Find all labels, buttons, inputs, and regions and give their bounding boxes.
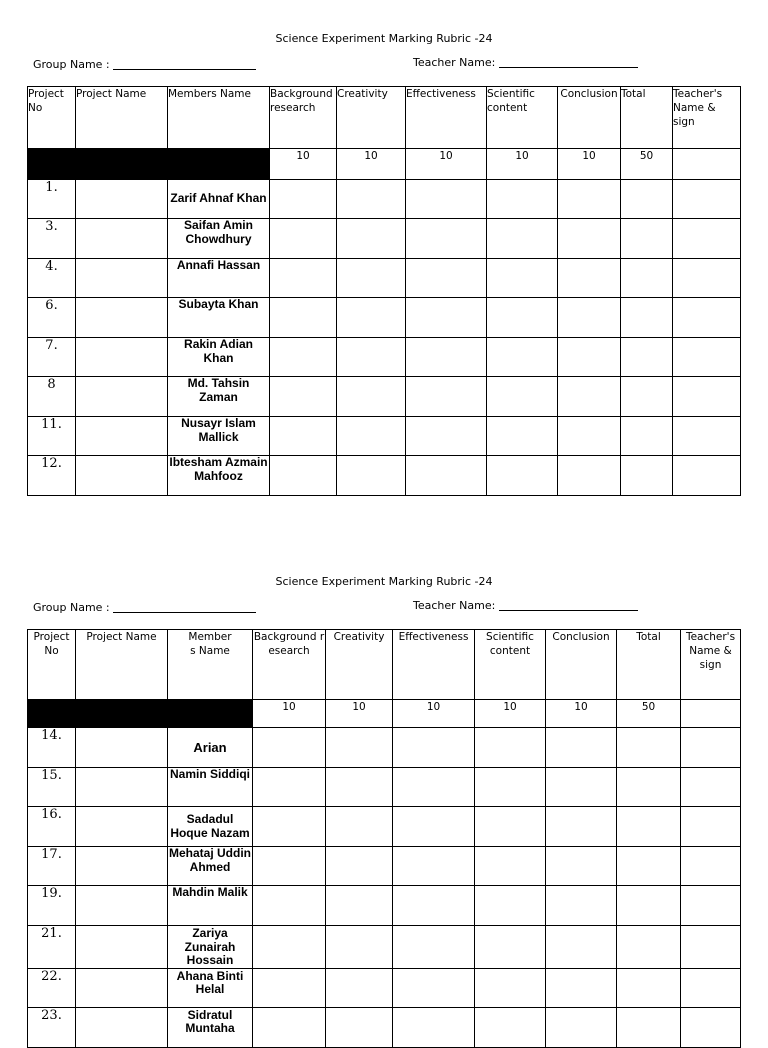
project-name-cell[interactable] bbox=[76, 377, 168, 417]
header-teacher-sign: Teacher's Name & sign bbox=[681, 630, 741, 700]
mark-cell[interactable] bbox=[558, 377, 621, 417]
mark-cell[interactable] bbox=[393, 886, 475, 926]
rubric-table bbox=[27, 629, 741, 1048]
mark-cell[interactable] bbox=[253, 847, 326, 886]
mark-cell[interactable] bbox=[393, 1007, 475, 1047]
teacher-name-line[interactable] bbox=[499, 67, 638, 68]
project-name-cell[interactable] bbox=[76, 926, 168, 969]
member-name: Ibtesham Azmain Mahfooz bbox=[168, 456, 270, 496]
max-mark-effectiveness: 10 bbox=[406, 149, 487, 180]
table-row bbox=[28, 456, 741, 496]
mark-cell[interactable] bbox=[326, 886, 393, 926]
max-mark-scientific: 10 bbox=[487, 149, 558, 180]
project-no: 15. bbox=[28, 768, 76, 807]
group-name-label: Group Name : bbox=[33, 58, 110, 71]
mark-cell[interactable] bbox=[270, 377, 337, 417]
total-cell[interactable] bbox=[621, 377, 673, 417]
mark-cell[interactable] bbox=[337, 259, 406, 298]
project-name-cell[interactable] bbox=[76, 847, 168, 886]
mark-cell[interactable] bbox=[393, 926, 475, 969]
mark-cell[interactable] bbox=[487, 298, 558, 338]
mark-cell[interactable] bbox=[406, 338, 487, 377]
total-cell[interactable] bbox=[621, 338, 673, 377]
total-cell[interactable] bbox=[617, 886, 681, 926]
member-name: Subayta Khan bbox=[168, 298, 270, 338]
sign-cell[interactable] bbox=[681, 807, 741, 847]
table-row bbox=[28, 219, 741, 259]
header-creativity: Creativity bbox=[337, 87, 406, 149]
mark-cell[interactable] bbox=[546, 926, 617, 969]
mark-cell[interactable] bbox=[393, 768, 475, 807]
project-no: 17. bbox=[28, 847, 76, 886]
mark-cell[interactable] bbox=[253, 886, 326, 926]
max-mark-conclusion: 10 bbox=[546, 700, 617, 728]
max-mark-creativity: 10 bbox=[326, 700, 393, 728]
project-name-cell[interactable] bbox=[76, 180, 168, 219]
mark-cell[interactable] bbox=[475, 968, 546, 1007]
member-name: Mahdin Malik bbox=[168, 886, 253, 926]
member-name: Rakin Adian Khan bbox=[168, 338, 270, 377]
sign-cell[interactable] bbox=[673, 298, 741, 338]
max-mark-teacher bbox=[681, 700, 741, 728]
mark-cell[interactable] bbox=[546, 886, 617, 926]
mark-cell[interactable] bbox=[253, 768, 326, 807]
total-cell[interactable] bbox=[617, 847, 681, 886]
mark-cell[interactable] bbox=[326, 807, 393, 847]
header-conclusion: Conclusion bbox=[546, 630, 617, 700]
mark-cell[interactable] bbox=[487, 377, 558, 417]
header-total: Total bbox=[617, 630, 681, 700]
mark-cell[interactable] bbox=[487, 259, 558, 298]
header-project-name: Project Name bbox=[76, 87, 168, 149]
header-row bbox=[28, 87, 741, 149]
member-name: Ahana Binti Helal bbox=[168, 968, 253, 1007]
project-no: 22. bbox=[28, 968, 76, 1007]
sign-cell[interactable] bbox=[681, 886, 741, 926]
project-no: 1. bbox=[28, 180, 76, 219]
teacher-name-label: Teacher Name: bbox=[413, 56, 496, 69]
project-name-cell[interactable] bbox=[76, 417, 168, 456]
total-cell[interactable] bbox=[617, 807, 681, 847]
table-row bbox=[28, 926, 741, 969]
member-name: Sadadul Hoque Nazam bbox=[168, 807, 253, 847]
table-row bbox=[28, 968, 741, 1007]
mark-cell[interactable] bbox=[558, 456, 621, 496]
project-name-cell[interactable] bbox=[76, 768, 168, 807]
sign-cell[interactable] bbox=[681, 768, 741, 807]
sign-cell[interactable] bbox=[681, 1007, 741, 1047]
project-name-cell[interactable] bbox=[76, 219, 168, 259]
mark-cell[interactable] bbox=[326, 968, 393, 1007]
project-name-cell[interactable] bbox=[76, 886, 168, 926]
mark-cell[interactable] bbox=[406, 298, 487, 338]
header-row bbox=[28, 630, 741, 700]
mark-cell[interactable] bbox=[475, 768, 546, 807]
mark-cell[interactable] bbox=[270, 298, 337, 338]
total-cell[interactable] bbox=[621, 417, 673, 456]
table-row bbox=[28, 377, 741, 417]
total-cell[interactable] bbox=[621, 298, 673, 338]
project-name-cell[interactable] bbox=[76, 1007, 168, 1047]
rubric-title: Science Experiment Marking Rubric -24 bbox=[275, 575, 493, 588]
mark-cell[interactable] bbox=[475, 807, 546, 847]
project-name-cell[interactable] bbox=[76, 807, 168, 847]
blacked-out-cell bbox=[28, 700, 253, 728]
mark-cell[interactable] bbox=[487, 456, 558, 496]
total-cell[interactable] bbox=[621, 180, 673, 219]
max-mark-scientific: 10 bbox=[475, 700, 546, 728]
mark-cell[interactable] bbox=[406, 259, 487, 298]
project-no: 7. bbox=[28, 338, 76, 377]
mark-cell[interactable] bbox=[393, 968, 475, 1007]
mark-cell[interactable] bbox=[558, 259, 621, 298]
member-name: Zariya Zunairah Hossain bbox=[168, 926, 253, 969]
mark-cell[interactable] bbox=[475, 1007, 546, 1047]
mark-cell[interactable] bbox=[253, 728, 326, 768]
header-conclusion: Conclusion bbox=[558, 87, 621, 149]
member-name: Saifan Amin Chowdhury bbox=[168, 219, 270, 259]
header-scientific-content: Scientific content bbox=[475, 630, 546, 700]
mark-cell[interactable] bbox=[487, 417, 558, 456]
header-scientific-content: Scientific content bbox=[487, 87, 558, 149]
total-cell[interactable] bbox=[617, 768, 681, 807]
mark-cell[interactable] bbox=[487, 338, 558, 377]
max-mark-creativity: 10 bbox=[337, 149, 406, 180]
project-no: 21. bbox=[28, 926, 76, 969]
project-no: 23. bbox=[28, 1007, 76, 1047]
table-row bbox=[28, 807, 741, 847]
header-members-name: Members Name bbox=[168, 87, 270, 149]
project-no: 14. bbox=[28, 728, 76, 768]
table-row bbox=[28, 417, 741, 456]
teacher-name-label: Teacher Name: bbox=[413, 599, 496, 612]
table-row bbox=[28, 180, 741, 219]
max-mark-effectiveness: 10 bbox=[393, 700, 475, 728]
mark-cell[interactable] bbox=[270, 259, 337, 298]
project-name-cell[interactable] bbox=[76, 728, 168, 768]
project-name-cell[interactable] bbox=[76, 456, 168, 496]
mark-cell[interactable] bbox=[406, 417, 487, 456]
project-no: 12. bbox=[28, 456, 76, 496]
total-cell[interactable] bbox=[621, 219, 673, 259]
table-row bbox=[28, 847, 741, 886]
table-row bbox=[28, 1007, 741, 1047]
mark-cell[interactable] bbox=[475, 847, 546, 886]
mark-cell[interactable] bbox=[487, 219, 558, 259]
mark-cell[interactable] bbox=[270, 417, 337, 456]
table-row bbox=[28, 259, 741, 298]
header-project-name: Project Name bbox=[76, 630, 168, 700]
mark-cell[interactable] bbox=[270, 219, 337, 259]
mark-cell[interactable] bbox=[406, 180, 487, 219]
mark-cell[interactable] bbox=[558, 298, 621, 338]
member-name: Md. Tahsin Zaman bbox=[168, 377, 270, 417]
mark-cell[interactable] bbox=[406, 456, 487, 496]
max-mark-conclusion: 10 bbox=[558, 149, 621, 180]
mark-cell[interactable] bbox=[558, 219, 621, 259]
mark-cell[interactable] bbox=[393, 728, 475, 768]
group-name-label: Group Name : bbox=[33, 601, 110, 614]
max-mark-background: 10 bbox=[270, 149, 337, 180]
mark-cell[interactable] bbox=[326, 728, 393, 768]
mark-cell[interactable] bbox=[546, 1007, 617, 1047]
sign-cell[interactable] bbox=[673, 456, 741, 496]
project-no: 6. bbox=[28, 298, 76, 338]
project-no: 8 bbox=[28, 377, 76, 417]
mark-cell[interactable] bbox=[475, 886, 546, 926]
table-row bbox=[28, 886, 741, 926]
mark-cell[interactable] bbox=[406, 377, 487, 417]
header-project-no: Project No bbox=[28, 87, 76, 149]
sign-cell[interactable] bbox=[673, 259, 741, 298]
max-mark-total: 50 bbox=[617, 700, 681, 728]
total-cell[interactable] bbox=[617, 926, 681, 969]
rubric-title: Science Experiment Marking Rubric -24 bbox=[275, 32, 493, 45]
member-name: Mehataj Uddin Ahmed bbox=[168, 847, 253, 886]
table-row bbox=[28, 338, 741, 377]
mark-cell[interactable] bbox=[475, 728, 546, 768]
sign-cell[interactable] bbox=[673, 417, 741, 456]
header-creativity: Creativity bbox=[326, 630, 393, 700]
mark-cell[interactable] bbox=[337, 180, 406, 219]
project-name-cell[interactable] bbox=[76, 338, 168, 377]
mark-cell[interactable] bbox=[475, 926, 546, 969]
header-project-no: Project No bbox=[28, 630, 76, 700]
blacked-out-cell bbox=[28, 149, 270, 180]
mark-cell[interactable] bbox=[337, 377, 406, 417]
group-name-line[interactable] bbox=[113, 69, 256, 70]
header-members-name: Members Name bbox=[168, 630, 253, 700]
mark-cell[interactable] bbox=[558, 338, 621, 377]
mark-cell[interactable] bbox=[326, 847, 393, 886]
project-no: 11. bbox=[28, 417, 76, 456]
mark-cell[interactable] bbox=[546, 968, 617, 1007]
header-effectiveness: Effectiveness bbox=[406, 87, 487, 149]
sign-cell[interactable] bbox=[681, 728, 741, 768]
mark-cell[interactable] bbox=[326, 768, 393, 807]
total-cell[interactable] bbox=[621, 456, 673, 496]
sign-cell[interactable] bbox=[673, 219, 741, 259]
total-cell[interactable] bbox=[617, 1007, 681, 1047]
teacher-name-line[interactable] bbox=[499, 610, 638, 611]
member-name: Namin Siddiqi bbox=[168, 768, 253, 807]
mark-cell[interactable] bbox=[337, 456, 406, 496]
header-total: Total bbox=[621, 87, 673, 149]
max-mark-background: 10 bbox=[253, 700, 326, 728]
member-name: Sidratul Muntaha bbox=[168, 1007, 253, 1047]
project-name-cell[interactable] bbox=[76, 298, 168, 338]
sign-cell[interactable] bbox=[673, 338, 741, 377]
project-no: 19. bbox=[28, 886, 76, 926]
sign-cell[interactable] bbox=[673, 377, 741, 417]
mark-cell[interactable] bbox=[270, 338, 337, 377]
project-name-cell[interactable] bbox=[76, 968, 168, 1007]
sign-cell[interactable] bbox=[673, 180, 741, 219]
header-background-research: Background research bbox=[270, 87, 337, 149]
mark-cell[interactable] bbox=[337, 338, 406, 377]
mark-cell[interactable] bbox=[546, 728, 617, 768]
header-teacher-sign: Teacher's Name & sign bbox=[673, 87, 741, 149]
table-row bbox=[28, 768, 741, 807]
max-mark-teacher bbox=[673, 149, 741, 180]
rubric-table bbox=[27, 86, 741, 496]
mark-cell[interactable] bbox=[337, 298, 406, 338]
mark-cell[interactable] bbox=[253, 968, 326, 1007]
mark-cell[interactable] bbox=[393, 847, 475, 886]
max-marks-row bbox=[28, 149, 741, 180]
mark-cell[interactable] bbox=[270, 456, 337, 496]
mark-cell[interactable] bbox=[546, 768, 617, 807]
sign-cell[interactable] bbox=[681, 847, 741, 886]
member-name: Annafi Hassan bbox=[168, 259, 270, 298]
project-name-cell[interactable] bbox=[76, 259, 168, 298]
mark-cell[interactable] bbox=[253, 807, 326, 847]
mark-cell[interactable] bbox=[326, 1007, 393, 1047]
mark-cell[interactable] bbox=[326, 926, 393, 969]
mark-cell[interactable] bbox=[558, 180, 621, 219]
header-effectiveness: Effectiveness bbox=[393, 630, 475, 700]
max-mark-total: 50 bbox=[621, 149, 673, 180]
max-marks-row bbox=[28, 700, 741, 728]
header-background-research: Background research bbox=[253, 630, 326, 700]
total-cell[interactable] bbox=[621, 259, 673, 298]
sign-cell[interactable] bbox=[681, 968, 741, 1007]
table-row bbox=[28, 298, 741, 338]
mark-cell[interactable] bbox=[337, 219, 406, 259]
mark-cell[interactable] bbox=[270, 180, 337, 219]
group-name-line[interactable] bbox=[113, 612, 256, 613]
mark-cell[interactable] bbox=[337, 417, 406, 456]
member-name: Nusayr Islam Mallick bbox=[168, 417, 270, 456]
project-no: 3. bbox=[28, 219, 76, 259]
mark-cell[interactable] bbox=[546, 807, 617, 847]
mark-cell[interactable] bbox=[393, 807, 475, 847]
mark-cell[interactable] bbox=[487, 180, 558, 219]
mark-cell[interactable] bbox=[558, 417, 621, 456]
mark-cell[interactable] bbox=[253, 926, 326, 969]
mark-cell[interactable] bbox=[406, 219, 487, 259]
project-no: 4. bbox=[28, 259, 76, 298]
member-name: Zarif Ahnaf Khan bbox=[168, 180, 270, 219]
total-cell[interactable] bbox=[617, 728, 681, 768]
sign-cell[interactable] bbox=[681, 926, 741, 969]
mark-cell[interactable] bbox=[253, 1007, 326, 1047]
total-cell[interactable] bbox=[617, 968, 681, 1007]
table-row bbox=[28, 728, 741, 768]
mark-cell[interactable] bbox=[546, 847, 617, 886]
member-name: Arian bbox=[168, 728, 253, 768]
project-no: 16. bbox=[28, 807, 76, 847]
